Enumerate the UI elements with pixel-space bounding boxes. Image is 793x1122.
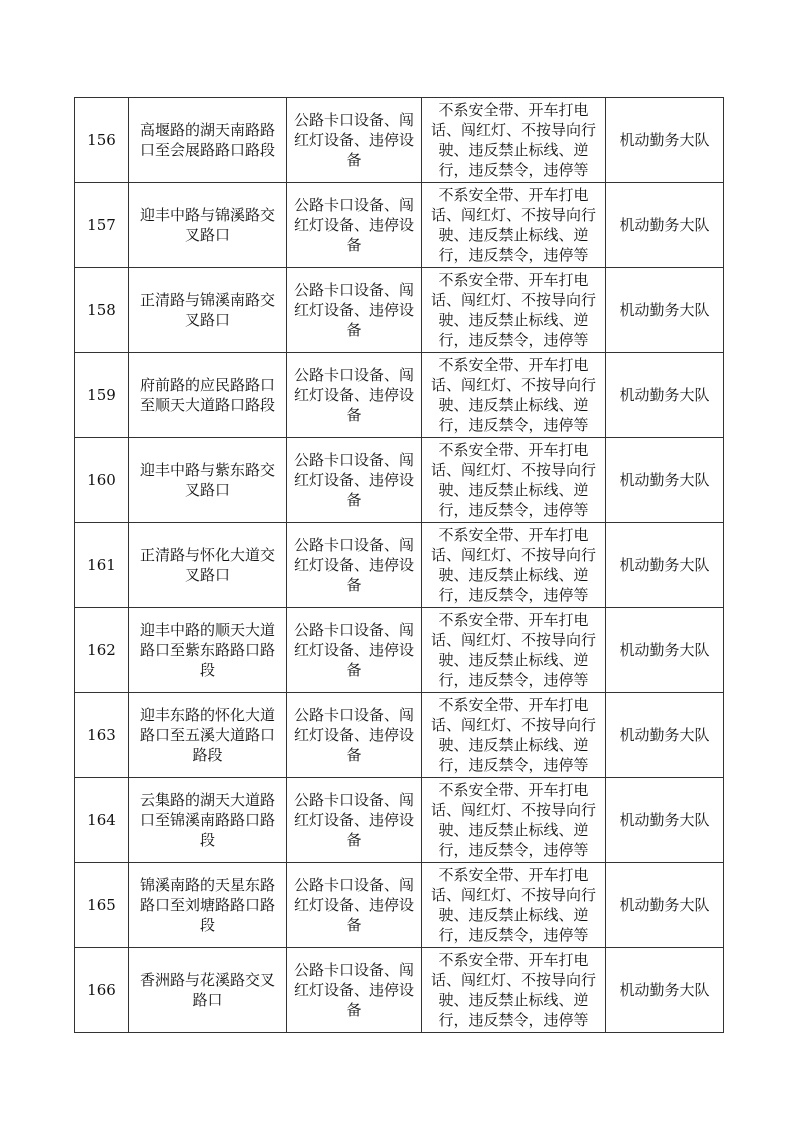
location-cell: 府前路的应民路路口至顺天大道路口路段 bbox=[129, 353, 287, 438]
department-cell: 机动勤务大队 bbox=[606, 353, 724, 438]
violations-cell: 不系安全带、开车打电话、闯红灯、不按导向行驶、违反禁止标线、逆行，违反禁令，违停等 bbox=[422, 183, 606, 268]
equipment-cell: 公路卡口设备、闯红灯设备、违停设备 bbox=[287, 353, 422, 438]
department-cell: 机动勤务大队 bbox=[606, 608, 724, 693]
table-row bbox=[75, 268, 724, 353]
table-row bbox=[75, 778, 724, 863]
table-row bbox=[75, 98, 724, 183]
department-cell: 机动勤务大队 bbox=[606, 98, 724, 183]
row-number-cell: 160 bbox=[75, 438, 129, 523]
violations-cell: 不系安全带、开车打电话、闯红灯、不按导向行驶、违反禁止标线、逆行，违反禁令，违停等 bbox=[422, 438, 606, 523]
department-cell: 机动勤务大队 bbox=[606, 183, 724, 268]
equipment-cell: 公路卡口设备、闯红灯设备、违停设备 bbox=[287, 948, 422, 1033]
equipment-cell: 公路卡口设备、闯红灯设备、违停设备 bbox=[287, 183, 422, 268]
location-cell: 香洲路与花溪路交叉路口 bbox=[129, 948, 287, 1033]
table-row bbox=[75, 948, 724, 1033]
department-cell: 机动勤务大队 bbox=[606, 693, 724, 778]
equipment-cell: 公路卡口设备、闯红灯设备、违停设备 bbox=[287, 523, 422, 608]
row-number-cell: 164 bbox=[75, 778, 129, 863]
row-number-cell: 165 bbox=[75, 863, 129, 948]
table-row bbox=[75, 353, 724, 438]
department-cell: 机动勤务大队 bbox=[606, 268, 724, 353]
violations-cell: 不系安全带、开车打电话、闯红灯、不按导向行驶、违反禁止标线、逆行，违反禁令，违停等 bbox=[422, 948, 606, 1033]
equipment-cell: 公路卡口设备、闯红灯设备、违停设备 bbox=[287, 778, 422, 863]
surveillance-locations-table bbox=[74, 97, 724, 1033]
violations-cell: 不系安全带、开车打电话、闯红灯、不按导向行驶、违反禁止标线、逆行，违反禁令，违停等 bbox=[422, 98, 606, 183]
location-cell: 迎丰东路的怀化大道路口至五溪大道路口路段 bbox=[129, 693, 287, 778]
equipment-cell: 公路卡口设备、闯红灯设备、违停设备 bbox=[287, 693, 422, 778]
equipment-cell: 公路卡口设备、闯红灯设备、违停设备 bbox=[287, 863, 422, 948]
location-cell: 锦溪南路的天星东路路口至刘塘路路口路段 bbox=[129, 863, 287, 948]
location-cell: 迎丰中路与锦溪路交叉路口 bbox=[129, 183, 287, 268]
location-cell: 迎丰中路与紫东路交叉路口 bbox=[129, 438, 287, 523]
row-number-cell: 156 bbox=[75, 98, 129, 183]
table-row bbox=[75, 863, 724, 948]
row-number-cell: 159 bbox=[75, 353, 129, 438]
equipment-cell: 公路卡口设备、闯红灯设备、违停设备 bbox=[287, 438, 422, 523]
equipment-cell: 公路卡口设备、闯红灯设备、违停设备 bbox=[287, 268, 422, 353]
department-cell: 机动勤务大队 bbox=[606, 438, 724, 523]
department-cell: 机动勤务大队 bbox=[606, 778, 724, 863]
location-cell: 正清路与怀化大道交叉路口 bbox=[129, 523, 287, 608]
location-cell: 正清路与锦溪南路交叉路口 bbox=[129, 268, 287, 353]
violations-cell: 不系安全带、开车打电话、闯红灯、不按导向行驶、违反禁止标线、逆行，违反禁令，违停等 bbox=[422, 268, 606, 353]
violations-cell: 不系安全带、开车打电话、闯红灯、不按导向行驶、违反禁止标线、逆行，违反禁令，违停等 bbox=[422, 778, 606, 863]
table-row bbox=[75, 693, 724, 778]
location-cell: 高堰路的湖天南路路口至会展路路口路段 bbox=[129, 98, 287, 183]
row-number-cell: 157 bbox=[75, 183, 129, 268]
violations-cell: 不系安全带、开车打电话、闯红灯、不按导向行驶、违反禁止标线、逆行，违反禁令，违停等 bbox=[422, 353, 606, 438]
table-row bbox=[75, 183, 724, 268]
table-row bbox=[75, 608, 724, 693]
row-number-cell: 162 bbox=[75, 608, 129, 693]
violations-cell: 不系安全带、开车打电话、闯红灯、不按导向行驶、违反禁止标线、逆行，违反禁令，违停等 bbox=[422, 523, 606, 608]
equipment-cell: 公路卡口设备、闯红灯设备、违停设备 bbox=[287, 608, 422, 693]
department-cell: 机动勤务大队 bbox=[606, 863, 724, 948]
department-cell: 机动勤务大队 bbox=[606, 523, 724, 608]
row-number-cell: 163 bbox=[75, 693, 129, 778]
department-cell: 机动勤务大队 bbox=[606, 948, 724, 1033]
row-number-cell: 161 bbox=[75, 523, 129, 608]
table-row bbox=[75, 438, 724, 523]
row-number-cell: 166 bbox=[75, 948, 129, 1033]
equipment-cell: 公路卡口设备、闯红灯设备、违停设备 bbox=[287, 98, 422, 183]
violations-cell: 不系安全带、开车打电话、闯红灯、不按导向行驶、违反禁止标线、逆行，违反禁令，违停等 bbox=[422, 863, 606, 948]
violations-cell: 不系安全带、开车打电话、闯红灯、不按导向行驶、违反禁止标线、逆行，违反禁令，违停等 bbox=[422, 693, 606, 778]
violations-cell: 不系安全带、开车打电话、闯红灯、不按导向行驶、违反禁止标线、逆行，违反禁令，违停等 bbox=[422, 608, 606, 693]
table-row bbox=[75, 523, 724, 608]
location-cell: 迎丰中路的顺天大道路口至紫东路路口路段 bbox=[129, 608, 287, 693]
row-number-cell: 158 bbox=[75, 268, 129, 353]
location-cell: 云集路的湖天大道路口至锦溪南路路口路段 bbox=[129, 778, 287, 863]
table-body bbox=[75, 98, 724, 1033]
